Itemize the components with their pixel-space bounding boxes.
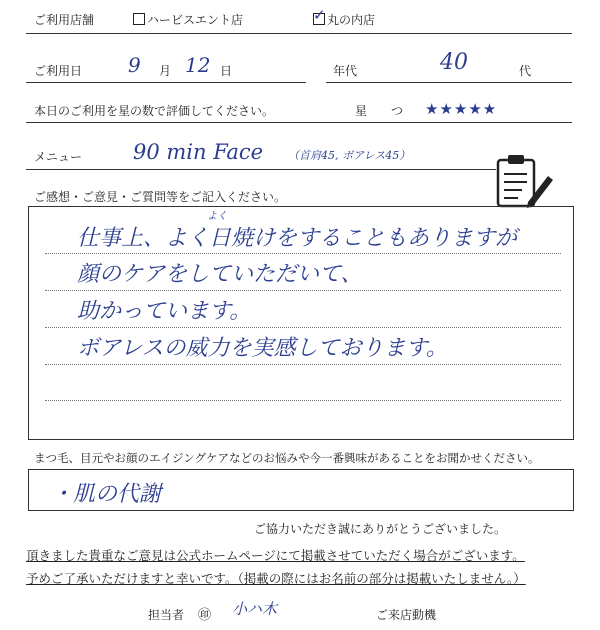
age-underline — [326, 82, 572, 83]
date-underline — [26, 82, 306, 83]
visit-motive-label: ご来店動機 — [376, 608, 437, 622]
comments-furigana: よく — [207, 211, 227, 222]
menu-underline — [26, 169, 496, 170]
interest-box[interactable] — [28, 469, 574, 511]
comments-line: 仕事上、よく日焼けをすることもありますが — [77, 226, 518, 251]
store-label: ご利用店舗 — [34, 13, 95, 27]
menu-value[interactable]: 90 min Face — [133, 140, 264, 164]
store-marunouchi-checkbox[interactable] — [313, 6, 326, 25]
date-day-value[interactable]: 12 — [185, 53, 211, 77]
store-harbis-checkbox[interactable] — [133, 13, 145, 25]
notice-line-2: 予めご了承いただけますと幸いです。（掲載の際にはお名前の部分は掲載いたしません。） — [26, 571, 526, 586]
age-label: 年代 — [333, 64, 358, 78]
comments-line: 助かっています。 — [77, 299, 252, 324]
comments-ruling — [45, 327, 561, 328]
date-label: ご利用日 — [34, 64, 83, 78]
notice-line-1: 頂きました貴重なご意見は公式ホームページにて掲載させていただく場合がございます。 — [26, 548, 525, 563]
comments-ruling — [45, 290, 561, 291]
rating-underline — [26, 122, 572, 123]
staff-seal-icon: ㊞ — [198, 608, 212, 623]
age-unit: 代 — [519, 64, 532, 78]
check-mark-icon: ✓ — [313, 6, 326, 24]
date-day-unit: 日 — [220, 64, 233, 78]
store-harbis-label: ハービスエント店 — [147, 13, 244, 27]
store-option-harbis[interactable] — [133, 11, 243, 28]
interest-value: ・肌の代謝 — [51, 482, 162, 507]
comments-line: 顔のケアをしていただいて、 — [77, 262, 363, 287]
comments-prompt: ご感想・ご意見・ご質問等をご記入ください。 — [34, 190, 287, 204]
rating-label: 星 つ — [355, 104, 404, 118]
comments-ruling — [45, 400, 561, 401]
date-month-unit: 月 — [159, 64, 172, 78]
clipboard-icon — [494, 152, 556, 210]
comments-box[interactable] — [28, 206, 574, 440]
comments-ruling — [45, 364, 561, 365]
menu-note[interactable]: （首肩45, ボアレス45） — [288, 149, 411, 162]
rating-prompt: 本日のご利用を星の数で評価してください。 — [34, 104, 275, 118]
menu-label: メニュー — [34, 150, 83, 164]
store-option-marunouchi[interactable] — [313, 6, 376, 28]
comments-ruling — [45, 253, 561, 254]
interest-prompt: まつ毛、目元やお顔のエイジングケアなどのお悩みや今一番興味があることをお聞かせください。 — [34, 451, 540, 465]
staff-name[interactable]: 小ハ木 — [232, 600, 278, 618]
date-month-value[interactable]: 9 — [128, 53, 141, 77]
staff-label: 担当者 — [148, 608, 185, 622]
store-underline — [26, 33, 572, 34]
store-marunouchi-label: 丸の内店 — [327, 13, 376, 27]
comments-line: ボアレスの威力を実感しております。 — [77, 336, 448, 361]
thanks-message: ご協力いただき誠にありがとうございました。 — [254, 522, 507, 536]
age-value[interactable]: 40 — [440, 50, 468, 75]
rating-stars[interactable]: ★★★★★ — [425, 100, 498, 118]
